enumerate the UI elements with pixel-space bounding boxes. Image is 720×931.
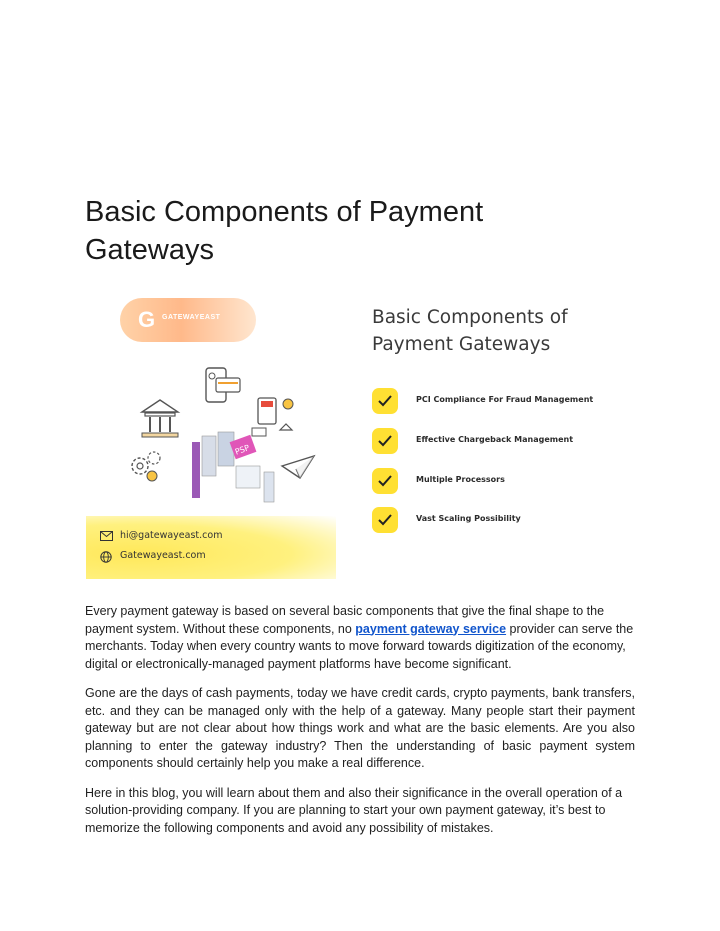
paragraph-text: provider can serve the merchants. Today when every country wants to move forward towards digitization of the economy, digital or electronically-managed payment platforms have become significant. xyxy=(85,621,634,671)
logo-text: GATEWAYEAST xyxy=(162,314,221,321)
check-icon xyxy=(372,507,398,533)
paragraph: Gone are the days of cash payments, today we have credit cards, crypto payments, bank transfers, etc. and they can be managed only with the help of a gateway. Many people start their payment gateway but are not clear about how things work and what are the basic elements. Are you also planning to enter the gateway industry? Then the understanding of basic payment system components should certainly help you make a real difference. xyxy=(85,686,635,770)
pos-terminal-icon xyxy=(252,398,293,436)
server-stack-icon xyxy=(192,432,274,502)
gear-icon xyxy=(132,452,160,481)
check-icon xyxy=(372,428,398,454)
feature-item xyxy=(372,428,612,454)
feature-item xyxy=(372,388,612,414)
feature-label: Effective Chargeback Management xyxy=(416,435,574,444)
logo-mark: G xyxy=(138,307,156,332)
payment-illustration xyxy=(122,358,332,518)
contact-area xyxy=(86,516,336,579)
website-text: Gatewayeast.com xyxy=(120,550,206,561)
article-body xyxy=(85,603,635,849)
bank-icon xyxy=(142,400,178,437)
paragraph: Here in this blog, you will learn about them and also their significance in the overall operation of a solution-providing company. If you are planning to start your own payment gateway, it’s best to memorize the following components and avoid any possibility of mistakes. xyxy=(85,785,623,835)
feature-label: PCI Compliance For Fraud Management xyxy=(416,395,594,404)
email-text: hi@gatewayeast.com xyxy=(120,530,223,541)
paragraph-text: Every payment gateway is based on several basic components that give the final shape to the payment system. Without these components, no xyxy=(85,604,605,636)
page-title: Basic Components of Payment Gateways xyxy=(85,196,484,266)
check-icon xyxy=(372,468,398,494)
paragraph xyxy=(85,603,635,673)
phone-card-icon xyxy=(206,368,240,402)
paper-plane-icon xyxy=(282,456,314,478)
feature-item xyxy=(372,468,612,494)
check-icon xyxy=(372,388,398,414)
feature-item xyxy=(372,507,612,533)
feature-label: Vast Scaling Possibility xyxy=(416,514,521,523)
globe-icon xyxy=(100,551,112,563)
banner-title: Basic Components of Payment Gateways xyxy=(372,307,568,355)
hero-banner-image xyxy=(86,290,594,579)
mail-icon xyxy=(100,531,113,541)
psp-badge: PSP xyxy=(233,443,251,457)
payment-gateway-service-link[interactable]: payment gateway service xyxy=(355,621,507,636)
feature-label: Multiple Processors xyxy=(416,475,505,484)
